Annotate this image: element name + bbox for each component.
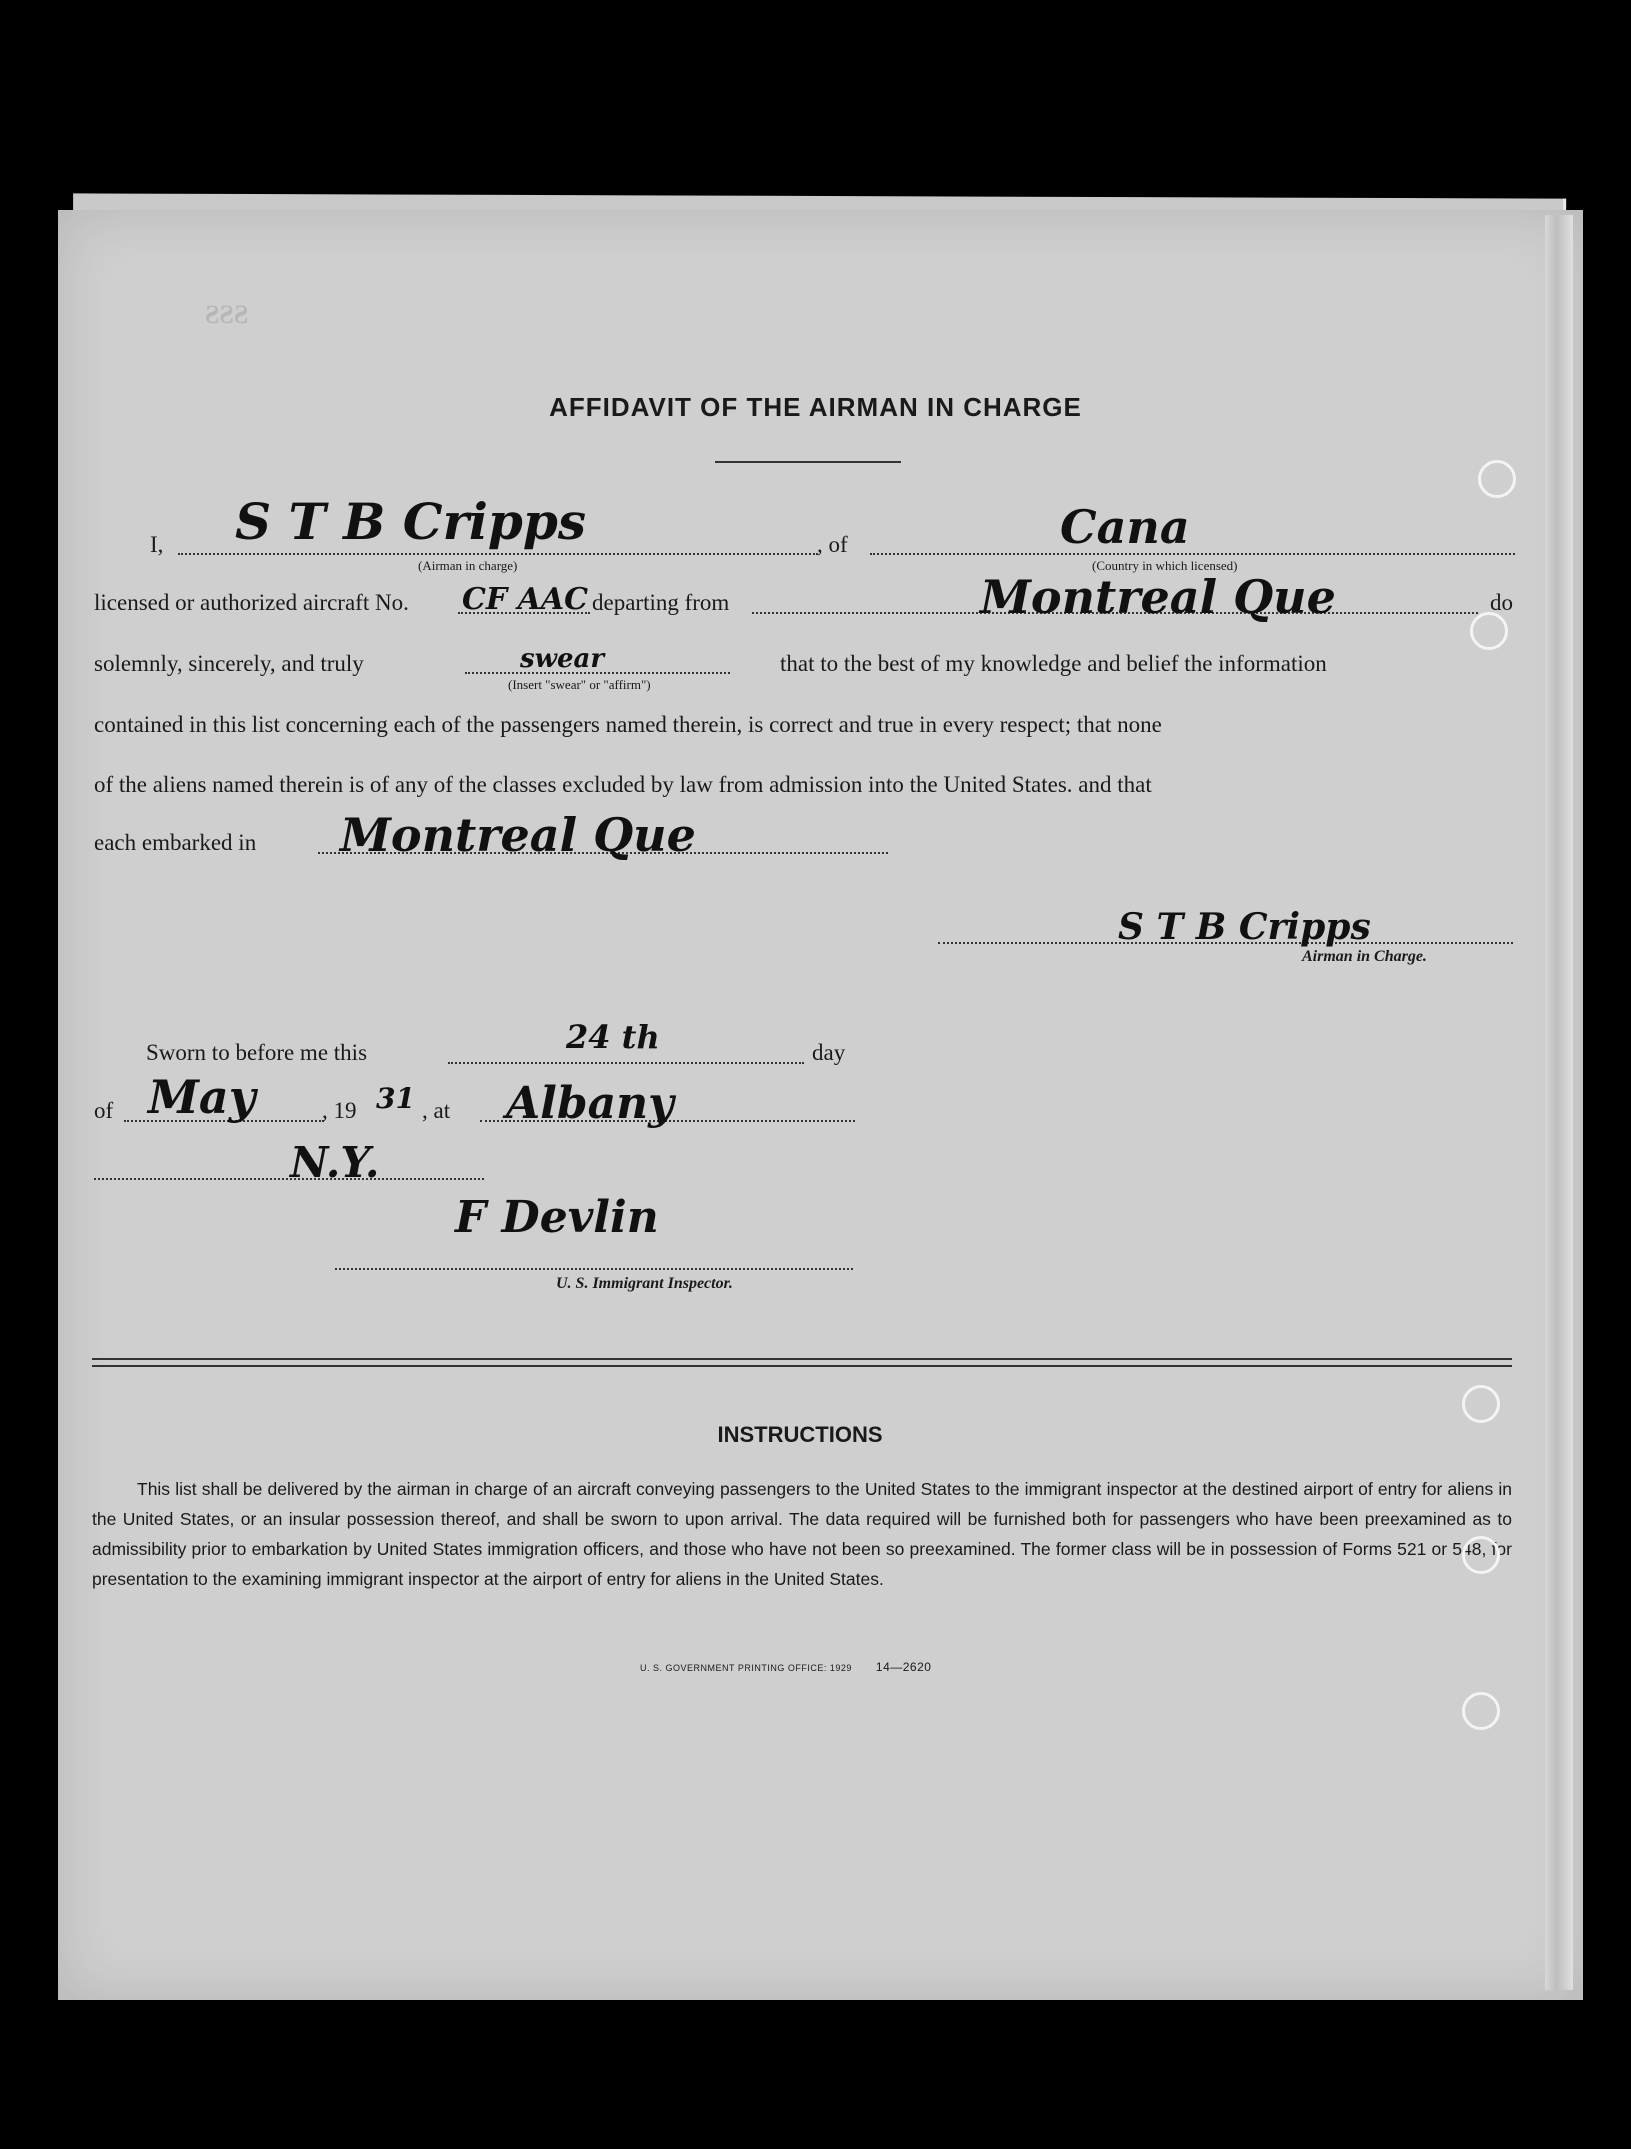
oath-caption: (Insert "swear" or "affirm") [508,677,651,692]
form-sheet [58,210,1583,2000]
line3-prefix: solemnly, sincerely, and truly [94,651,364,676]
body-line-4: contained in this list concerning each of the passengers named therein, is correct and true in every respect; that none [94,712,1162,737]
place-handwriting: Albany [506,1078,674,1129]
form-title: AFFIDAVIT OF THE AIRMAN IN CHARGE [549,392,1082,422]
sworn-prefix: Sworn to before me this [146,1040,368,1065]
of-label: of [94,1098,114,1123]
body-line-5: of the aliens named therein is of any of the classes excluded by law from admission into the United States. and that [94,772,1152,797]
state-field[interactable] [94,1178,484,1180]
punch-hole-icon [1462,1536,1500,1574]
country-handwriting: Cana [1060,500,1190,554]
line1-prefix: I, [150,532,164,557]
airman-caption: (Airman in charge) [418,558,518,573]
oath-handwriting: swear [520,644,605,674]
sworn-day-handwriting: 24 th [566,1018,660,1056]
year-prefix: , 19 [322,1098,357,1123]
line2-suffix: do [1490,590,1513,615]
state-handwriting: N.Y. [290,1138,380,1187]
inspector-signature: F Devlin [455,1192,659,1243]
title-rule [715,461,901,463]
punch-hole-icon [1462,1692,1500,1730]
airman-name-handwriting: S T B Cripps [235,492,587,551]
sworn-day-field[interactable] [448,1062,804,1064]
printing-office: U. S. GOVERNMENT PRINTING OFFICE: 1929 [640,1663,852,1673]
sworn-day-label: day [812,1040,846,1065]
inspector-caption: U. S. Immigrant Inspector. [556,1275,733,1292]
sheet-edge [1545,215,1573,1990]
punch-hole-icon [1478,460,1516,498]
punch-hole-icon [1462,1385,1500,1423]
aircraft-no-handwriting: CF AAC [462,582,589,617]
year-handwriting: 31 [376,1082,415,1115]
country-caption: (Country in which licensed) [1092,558,1238,573]
printing-office-imprint [640,1660,931,1674]
embarked-in-handwriting: Montreal Que [340,808,696,862]
line3-suffix: that to the best of my knowledge and belief the information [780,651,1327,676]
line2-prefix: licensed or authorized aircraft No. [94,590,409,615]
airman-signature-caption: Airman in Charge. [1302,948,1427,965]
punch-hole-icon [1470,612,1508,650]
at-label: , at [422,1098,451,1123]
section-divider [92,1358,1512,1367]
airman-signature: S T B Cripps [1118,906,1371,948]
line1-of: , of [817,532,848,557]
form-number: 14—2620 [875,1660,932,1674]
country-field[interactable] [870,553,1515,555]
line2-departing: departing from [592,590,730,615]
line6-prefix: each embarked in [94,830,257,855]
instructions-body: This list shall be delivered by the airman in charge of an aircraft conveying passengers to the United States to the immigrant inspector at the destined airport of entry for aliens in the United States, or an insular possession thereof, and shall be sworn to upon arrival. The data required will be furnished both for passengers who have been preexamined as to admissibility prior to embarkation by United States immigration officers, and those who have not been so preexamined. The former class will be in possession of Forms 521 or 548, for presentation to the examining immigrant inspector at the airport of entry for aliens in the United States. [92,1479,1512,1589]
instructions-title: INSTRUCTIONS [717,1422,883,1447]
airman-name-field[interactable] [178,553,818,555]
inspector-signature-line[interactable] [335,1268,853,1270]
departing-from-handwriting: Montreal Que [980,570,1336,624]
bleed-through-mark: SSS [205,300,249,329]
month-handwriting: May [148,1070,256,1124]
